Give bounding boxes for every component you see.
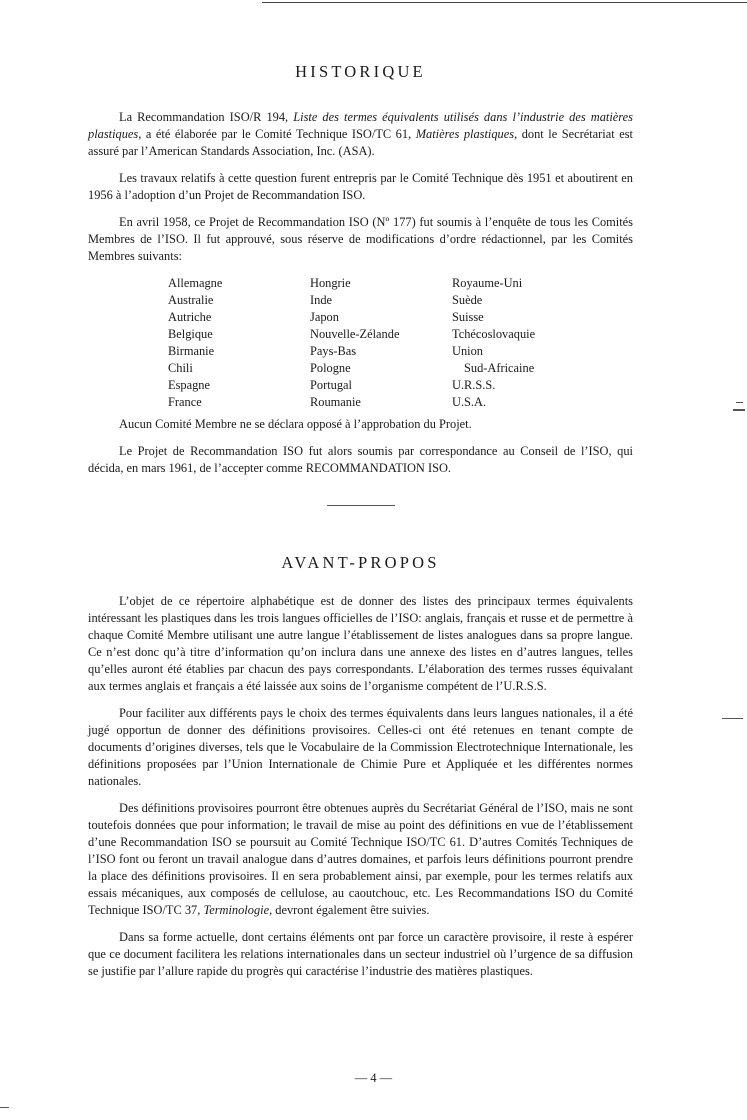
scan-mark [0,1107,9,1108]
historique-paragraph-1: La Recommandation ISO/R 194, Liste des termes équivalents utilisés dans l’industrie des matières plastiques, a été élaborée par le Comité Technique ISO/TC 61, Matières plastiques, dont le Secrétariat est assuré par l’American Standards Association, Inc. (ASA). [88,110,633,158]
country-item: Birmanie [168,344,215,358]
avant-propos-paragraph-1: L’objet de ce répertoire alphabétique est de donner des listes des principaux termes équivalents intéressant les plastiques dans les trois langues officielles de l’ISO: anglais, français et russe et de permettre à chaque Comité Membre utilisant une autre langue l’établissement de listes analogues dans sa propre langue. Ce n’est donc qu’à titre d’information qu’on inclura dans une annexe des listes en d’autres langues, telles qu’elles auront été établies par chacun des pays correspondants. L’élaboration des termes russes équivalant aux termes anglais et français a été laissée aux soins de l’organisme compétent de l’U.R.S.S. [88,594,633,693]
country-item: Union [452,344,483,358]
country-item: Autriche [168,310,212,324]
avant-propos-paragraph-4: Dans sa forme actuelle, dont certains éléments ont par force un caractère provisoire, il reste à espérer que ce document facilitera les relations internationales dans un secteur industriel où l’urgence de sa diffusion se justifie par l’allure rapide du progrès qui caractérise l’industrie des matières plastiques. [88,930,633,978]
standard-title-italic: Liste des termes équivalents utilisés dans l’industrie des matières plastiques, [88,110,633,141]
avant-propos-paragraph-3: Des définitions provisoires pourront être obtenues auprès du Secrétariat Général de l’ISO, mais ne sont toutefois données que pour information; le travail de mise au point des définitions en vue de l’établissement d’une Recommandation ISO se poursuit au Comité Technique ISO/TC 61. D’autres Comités Techniques de l’ISO font ou feront un travail analogue dans d’autres domaines, et parfois leurs définitions pourront prendre la place des définitions provisoires. Il en sera probablement ainsi, par exemple, pour les termes relatifs aux essais mécaniques, aux composés de cellulose, au caoutchouc, etc. Les Recommandations ISO du Comité Technique ISO/TC 37, Terminologie, devront également être suivies. [88,801,633,917]
scan-mark [733,409,745,411]
scan-mark [736,402,743,403]
country-item: U.S.A. [452,395,487,409]
country-item: Sud-Africaine [464,361,535,375]
country-item: Suisse [452,310,484,324]
document-page [88,62,633,990]
scan-mark [722,718,743,719]
section-separator [327,505,395,506]
country-item: Allemagne [168,276,223,290]
historique-paragraph-5: Le Projet de Recommandation ISO fut alors soumis par correspondance au Conseil de l’ISO, qui décida, en mars 1961, de l’accepter comme RECOMMANDATION ISO. [88,444,633,475]
terminologie-italic: Terminologie, [203,903,273,917]
member-countries-list [168,275,633,411]
country-item: Australie [168,293,214,307]
historique-paragraph-4: Aucun Comité Membre ne se déclara opposé à l’approbation du Projet. [119,417,472,431]
historique-title: HISTORIQUE [295,62,426,81]
country-item: Hongrie [310,276,351,290]
avant-propos-paragraph-2: Pour faciliter aux différents pays le choix des termes équivalents dans leurs langues nationales, il a été jugé opportun de donner des définitions provisoires. Celles-ci ont été retenues en tenant compte de documents d’origines diverses, tels que le Vocabulaire de la Commission Electrotechnique Internationale, les définitions proposées par l’Union Internationale de Chimie Pure et Appliquée et les différentes normes nationales. [88,706,633,788]
countries-column-3 [452,275,592,411]
page-number: — 4 — [354,1071,393,1085]
country-item: Tchécoslovaquie [452,327,536,341]
country-item: Suède [452,293,483,307]
country-item: Royaume-Uni [452,276,523,290]
country-item: Espagne [168,378,210,392]
country-item: Inde [310,293,333,307]
country-item: Pays-Bas [310,344,357,358]
top-edge-rule [262,2,747,3]
country-item: Belgique [168,327,213,341]
countries-column-1 [168,275,310,411]
country-item: Pologne [310,361,351,375]
country-item: Portugal [310,378,352,392]
country-item: U.R.S.S. [452,378,496,392]
country-item: Roumanie [310,395,361,409]
country-item: Nouvelle-Zélande [310,327,400,341]
country-item: Chili [168,361,193,375]
historique-paragraph-3: En avril 1958, ce Projet de Recommandation ISO (Nº 177) fut soumis à l’enquête de tous les Comités Membres de l’ISO. Il fut approuvé, sous réserve de modifications d’ordre rédactionnel, par les Comités Membres suivants: [88,215,633,263]
countries-column-2 [310,275,452,411]
avant-propos-title: AVANT-PROPOS [281,553,440,572]
country-item: Japon [310,310,339,324]
country-item: France [168,395,202,409]
committee-title-italic: Matières plastiques, [415,127,518,141]
historique-paragraph-2: Les travaux relatifs à cette question furent entrepris par le Comité Technique dès 1951 et aboutirent en 1956 à l’adoption d’un Projet de Recommandation ISO. [88,171,633,202]
